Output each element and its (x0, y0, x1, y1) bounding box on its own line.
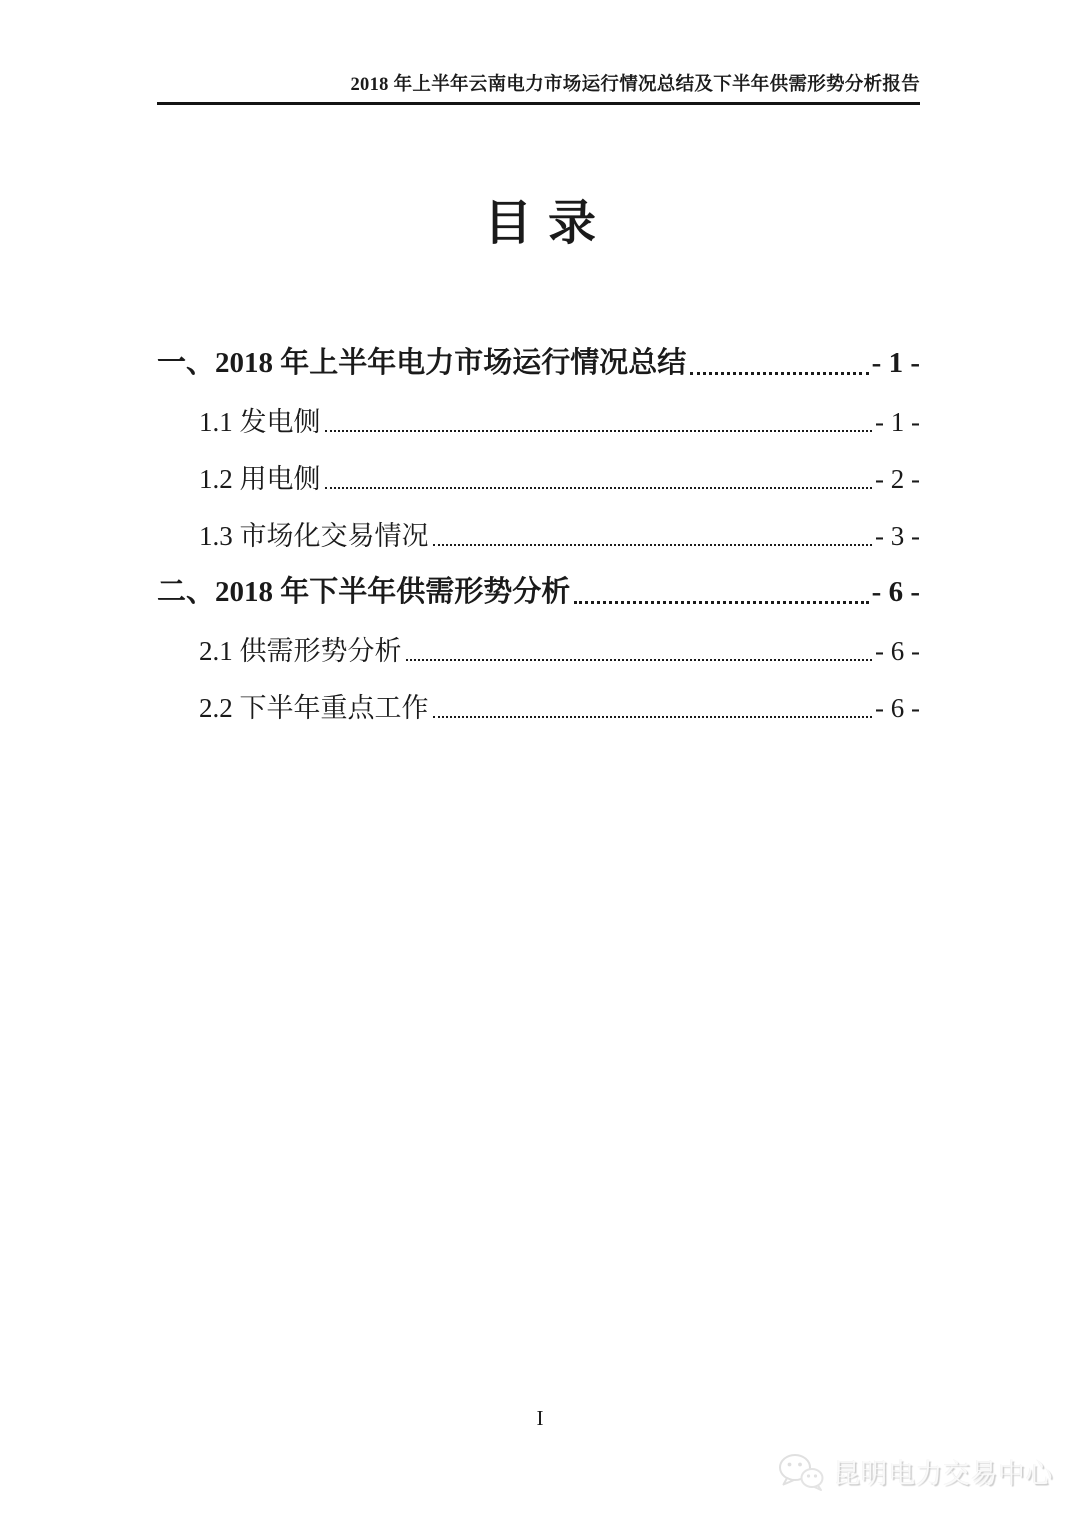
toc-entry-page: - 2 - (875, 463, 920, 494)
watermark-label: 昆明电力交易中心 (833, 1458, 1053, 1489)
page-header (157, 70, 920, 105)
page-title: 目录 (483, 197, 612, 250)
wechat-icon (776, 1450, 824, 1492)
dot-leader (690, 372, 868, 375)
toc-entry-label: 1.3 市场化交易情况 (199, 521, 429, 552)
toc-entry-page: - 1 - (875, 406, 920, 437)
toc-entry-page: - 6 - (875, 693, 920, 724)
page-number: I (536, 1406, 544, 1430)
toc-entry-page: - 3 - (875, 521, 920, 552)
toc-entry[interactable] (157, 329, 920, 386)
toc-entry[interactable] (157, 386, 920, 443)
toc-entry-page: - 6 - (871, 576, 920, 609)
dot-leader (325, 487, 873, 489)
toc-entry-page: - 1 - (871, 347, 920, 380)
toc-entry[interactable] (157, 673, 920, 730)
dot-leader (325, 430, 873, 432)
toc-entry-label: 2.1 供需形势分析 (199, 635, 402, 666)
dot-leader (433, 716, 873, 718)
dot-leader (574, 601, 868, 604)
toc-entry-label: 1.1 发电侧 (199, 406, 321, 437)
toc-entry-label: 2.2 下半年重点工作 (199, 693, 429, 724)
toc-entry-label: 二、2018 年下半年供需形势分析 (157, 576, 571, 609)
running-header-title: 2018 年上半年云南电力市场运行情况总结及下半年供需形势分析报告 (350, 75, 920, 95)
dot-leader (433, 544, 873, 546)
dot-leader (406, 659, 873, 661)
toc-entry[interactable] (157, 615, 920, 672)
toc-entry-label: 1.2 用电侧 (199, 463, 321, 494)
toc-entry[interactable] (157, 444, 920, 501)
toc-entry[interactable] (157, 558, 920, 615)
toc-entry-label: 一、2018 年上半年电力市场运行情况总结 (157, 347, 687, 380)
toc-entry[interactable] (157, 501, 920, 558)
table-of-contents (157, 329, 920, 730)
watermark (776, 1450, 1053, 1492)
toc-entry-page: - 6 - (875, 635, 920, 666)
